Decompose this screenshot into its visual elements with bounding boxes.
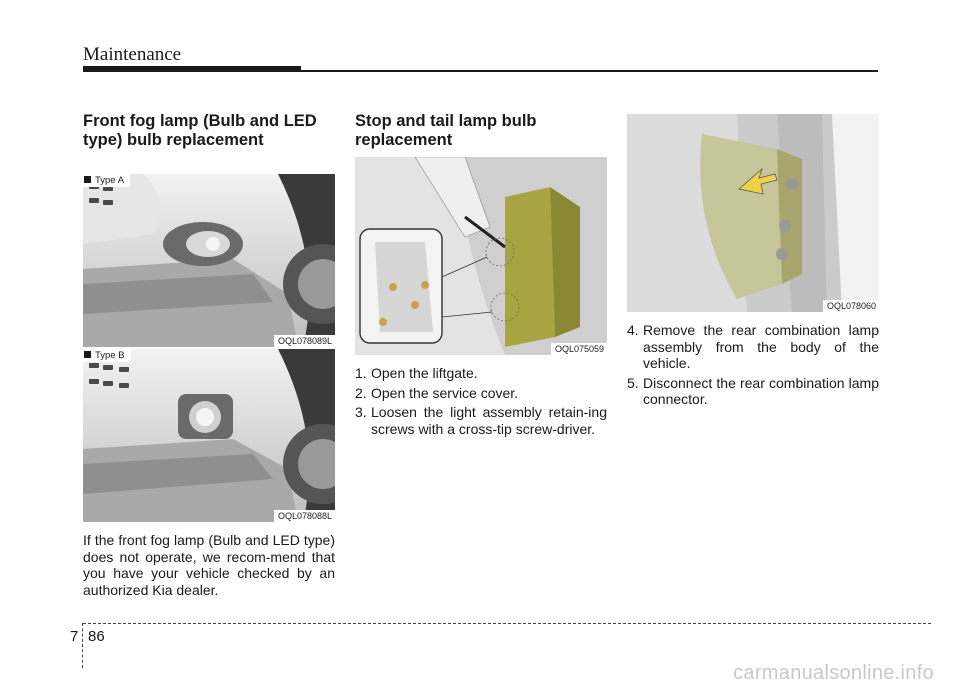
figure-stop-tail-lamp-screws (355, 157, 607, 355)
step-number: 1. (355, 365, 367, 381)
footer-rule (83, 623, 931, 624)
page-number: 86 (88, 628, 105, 645)
figure-code-a: OQL078089L (274, 335, 335, 347)
list-item (627, 375, 879, 408)
section-heading-fog-lamp: Front fog lamp (Bulb and LED type) bulb replacement (83, 112, 317, 149)
figure-fog-lamp-type-a (83, 174, 335, 347)
step-text: Remove the rear combination lamp assembly from the body of the vehicle. (643, 322, 879, 371)
step-text: Loosen the light assembly retain-ing screws with a cross-tip screw-driver. (371, 404, 607, 437)
steps-list-stop-tail (355, 365, 607, 437)
type-a-label-text: Type A (95, 175, 125, 186)
remove-lamp-illustration (627, 114, 879, 312)
list-item (355, 385, 607, 402)
footer-divider (82, 623, 83, 668)
fog-lamp-body-text: If the front fog lamp (Bulb and LED type) does not operate, we recom-mend that you have your vehicle checked by an authorized Kia dealer. (83, 532, 335, 598)
header-rule-thick (83, 66, 301, 72)
column-remove-lamp (627, 112, 879, 411)
watermark: carmanualsonline.info (733, 662, 934, 684)
list-item (355, 365, 607, 382)
column-stop-tail-lamp (355, 112, 607, 440)
section-heading-stop-tail-lamp: Stop and tail lamp bulb replacement (355, 112, 537, 149)
figure-code-remove-lamp: OQL078060 (823, 300, 879, 312)
figure-code-stop-tail: OQL075059 (551, 343, 607, 355)
step-number: 5. (627, 374, 639, 391)
step-text: Disconnect the rear combination lamp connector. (643, 374, 879, 407)
list-item (355, 404, 607, 437)
column-fog-lamp (83, 112, 335, 598)
step-text: Open the service cover. (371, 384, 519, 401)
list-item (627, 322, 879, 372)
page-header-title: Maintenance (83, 44, 182, 65)
fog-lamp-type-a-illustration (83, 174, 335, 347)
step-number: 3. (355, 404, 367, 420)
step-text: Open the liftgate. (371, 365, 478, 381)
type-a-label (83, 174, 130, 187)
steps-list-remove-lamp (627, 322, 879, 408)
tail-lamp-screws-illustration (355, 157, 607, 355)
chapter-number: 7 (70, 628, 79, 645)
figure-remove-lamp-assembly (627, 114, 879, 312)
step-number: 4. (627, 322, 639, 338)
type-b-label (83, 349, 131, 362)
step-number: 2. (355, 384, 367, 401)
figure-code-b: OQL078088L (274, 510, 335, 522)
header-rule-thin (301, 70, 878, 72)
fog-lamp-type-b-illustration (83, 349, 335, 522)
figure-fog-lamp-type-b (83, 349, 335, 522)
type-b-label-text: Type B (95, 350, 125, 361)
